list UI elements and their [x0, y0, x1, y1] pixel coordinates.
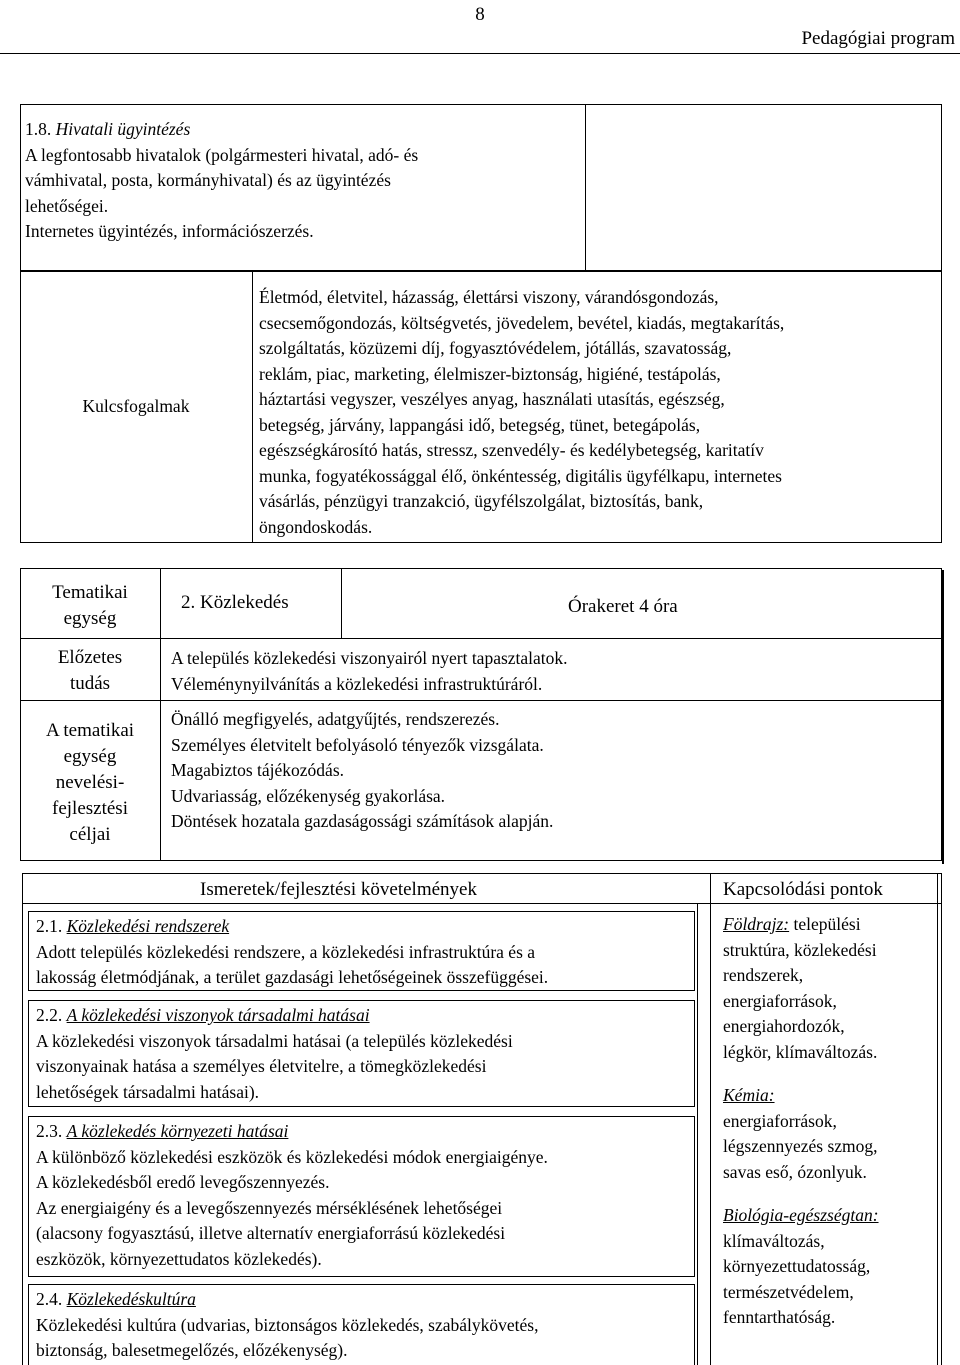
cross-curricular-links	[723, 912, 879, 1349]
text-line: klímaváltozás,	[723, 1230, 825, 1251]
running-header: Pedagógiai program	[801, 28, 955, 49]
text-line: (alacsony fogyasztású, illetve alternatív energiaforrású közlekedési	[36, 1223, 506, 1243]
subsection-2-1	[28, 911, 695, 991]
text-line: energiahordozók,	[723, 1016, 845, 1036]
text-line: viszonyainak hatása a személyes életvitelre, a tömegközlekedési	[36, 1056, 487, 1076]
text-line: környezettudatosság,	[723, 1256, 871, 1276]
thematic-title-divider	[341, 568, 342, 638]
development-goals-label: A tematikai egység nevelési- fejlesztési céljai	[45, 720, 135, 845]
text-line: A közlekedésből eredő levegőszennyezés.	[36, 1172, 330, 1192]
text-line: Döntések hozatala gazdaságossági számítások alapján.	[171, 811, 554, 831]
text-line: savas eső, ózonlyuk.	[723, 1161, 867, 1182]
section-1-8-title: Hivatali ügyintézés	[55, 119, 191, 139]
section-1-8-content	[25, 117, 418, 245]
knowledge-header-divider	[22, 903, 942, 904]
key-concepts-divider	[252, 270, 253, 543]
text-line: csecsemőgondozás, költségvetés, jövedelem, bevétel, kiadás, megtakarítás,	[259, 312, 785, 333]
text-line: A legfontosabb hivatalok (polgármesteri hivatal, adó- és	[25, 144, 419, 165]
text-line: lakosság életmódjának, a terület gazdasági lehetőségeinek összefüggései.	[36, 967, 549, 987]
text-line: lehetőségei.	[25, 195, 109, 216]
text-line: légkör, klímaváltozás.	[723, 1041, 878, 1062]
knowledge-right-edge	[937, 873, 938, 1365]
text-line: öngondoskodás.	[259, 516, 373, 537]
text-line: szolgáltatás, közüzemi díj, fogyasztóvédelem, jótállás, szavatosság,	[259, 338, 732, 358]
subsection-heading: 2.4. Közlekedéskultúra	[36, 1289, 196, 1309]
subsection-title: Közlekedéskultúra	[66, 1289, 196, 1309]
subsection-2-2	[28, 1000, 695, 1107]
section-1-8-divider	[585, 104, 586, 270]
text-line: rendszerek,	[723, 965, 804, 985]
prior-knowledge-label: Előzetes tudás	[57, 647, 123, 694]
text-line: Udvariasság, előzékenység gyakorlása.	[171, 785, 446, 806]
subsection-heading: 2.3. A közlekedés környezeti hatásai	[36, 1121, 289, 1141]
text-line: lehetőségek társadalmi hatásai).	[36, 1081, 260, 1102]
links-header: Kapcsolódási pontok	[723, 879, 883, 900]
text-line: A különböző közlekedési eszközök és közlekedési módok energiaigénye.	[36, 1146, 548, 1167]
thematic-row-divider	[20, 638, 942, 639]
subsection-title: A közlekedési viszonyok társadalmi hatásai	[66, 1005, 370, 1025]
link-subject: Földrajz:	[723, 914, 790, 934]
link-subject: Biológia-egészségtan:	[723, 1205, 879, 1225]
subsection-title: A közlekedés környezeti hatásai	[66, 1121, 289, 1141]
link-subject: Kémia:	[723, 1085, 775, 1105]
key-concepts-label: Kulcsfogalmak	[82, 395, 190, 416]
text-line: energiaforrások,	[723, 990, 837, 1011]
unit-title: 2. Közlekedés	[181, 592, 289, 613]
text-line: Személyes életvitelt befolyásoló tényezők vizsgálata.	[171, 734, 544, 755]
prior-knowledge-text	[171, 646, 568, 697]
text-line: A település közlekedési viszonyairól nyert tapasztalatok.	[171, 648, 568, 668]
text-line: Életmód, életvitel, házasság, élettársi viszony, várandósgondozás,	[259, 287, 719, 307]
text-line: struktúra, közlekedési	[723, 939, 877, 960]
text-line: Adott település közlekedési rendszere, a közlekedési infrastruktúra és a	[36, 941, 536, 962]
text-line: energiaforrások,	[723, 1110, 837, 1131]
link-group-chemistry	[723, 1083, 879, 1185]
development-goals-text	[171, 707, 553, 835]
section-1-8-heading: 1.8. Hivatali ügyintézés	[25, 119, 191, 139]
text-line: Magabiztos tájékozódás.	[171, 760, 345, 780]
text-line: háztartási vegyszer, veszélyes anyag, használati utasítás, egészség,	[259, 389, 725, 409]
text-line: vámhivatal, posta, kormányhivatal) és az ügyintézés	[25, 170, 391, 190]
key-concepts-list	[259, 285, 784, 540]
text-line: reklám, piac, marketing, élelmiszer-biztonság, higiéné, testápolás,	[259, 363, 721, 384]
thematic-label-divider	[160, 568, 161, 861]
subsection-heading: 2.1. Közlekedési rendszerek	[36, 916, 230, 936]
subsection-2-4	[28, 1284, 695, 1365]
text-line: természetvédelem,	[723, 1281, 854, 1302]
text-line: légszennyezés szmog,	[723, 1136, 878, 1156]
text-line: Önálló megfigyelés, adatgyűjtés, rendszerezés.	[171, 709, 500, 729]
table-shadow-edge	[942, 570, 944, 864]
knowledge-header: Ismeretek/fejlesztési követelmények	[200, 879, 477, 900]
text-line: egészségkárosító hatás, stressz, szenvedély- és kedélybetegség, karitatív	[259, 440, 764, 460]
link-group-biology	[723, 1203, 879, 1331]
text-line: Internetes ügyintézés, információszerzés.	[25, 221, 314, 241]
unit-hours: Órakeret 4 óra	[568, 596, 678, 617]
header-rule	[0, 53, 960, 54]
thematic-row-divider	[20, 700, 942, 701]
thematic-unit-label: Tematikai egység	[52, 582, 128, 629]
text-line: munka, fogyatékossággal élő, önkéntesség, digitális ügyfélkapu, internetes	[259, 465, 782, 486]
subsection-2-3	[28, 1116, 695, 1277]
knowledge-inner-divider	[697, 903, 698, 1365]
text-line: A közlekedési viszonyok társadalmi hatásai (a település közlekedési	[36, 1030, 513, 1051]
text-line: Az energiaigény és a levegőszennyezés mérséklésének lehetőségei	[36, 1197, 503, 1218]
text-line: Közlekedési kultúra (udvarias, biztonságos közlekedés, szabálykövetés,	[36, 1314, 539, 1335]
subsection-title: Közlekedési rendszerek	[66, 916, 230, 936]
knowledge-column-divider	[710, 873, 711, 1365]
link-group-geography: Földrajz: települési struktúra, közlekedési rendszerek, energiaforrások, energiahordozók, légkör, klímaváltozás.	[723, 912, 879, 1065]
page-number: 8	[475, 4, 485, 25]
text-line: biztonság, balesetmegelőzés, előzékenység).	[36, 1340, 348, 1360]
subsection-heading: 2.2. A közlekedési viszonyok társadalmi hatásai	[36, 1005, 370, 1025]
text-line: fenntarthatóság.	[723, 1307, 836, 1327]
text-line: betegség, járvány, lappangási idő, betegség, tünet, betegápolás,	[259, 414, 701, 435]
text-line: Véleménynyilvánítás a közlekedési infrastruktúráról.	[171, 673, 543, 694]
text-line: vásárlás, pénzügyi tranzakció, ügyfélszolgálat, biztosítás, bank,	[259, 491, 704, 511]
text-line: eszközök, környezettudatos közlekedés).	[36, 1248, 322, 1269]
